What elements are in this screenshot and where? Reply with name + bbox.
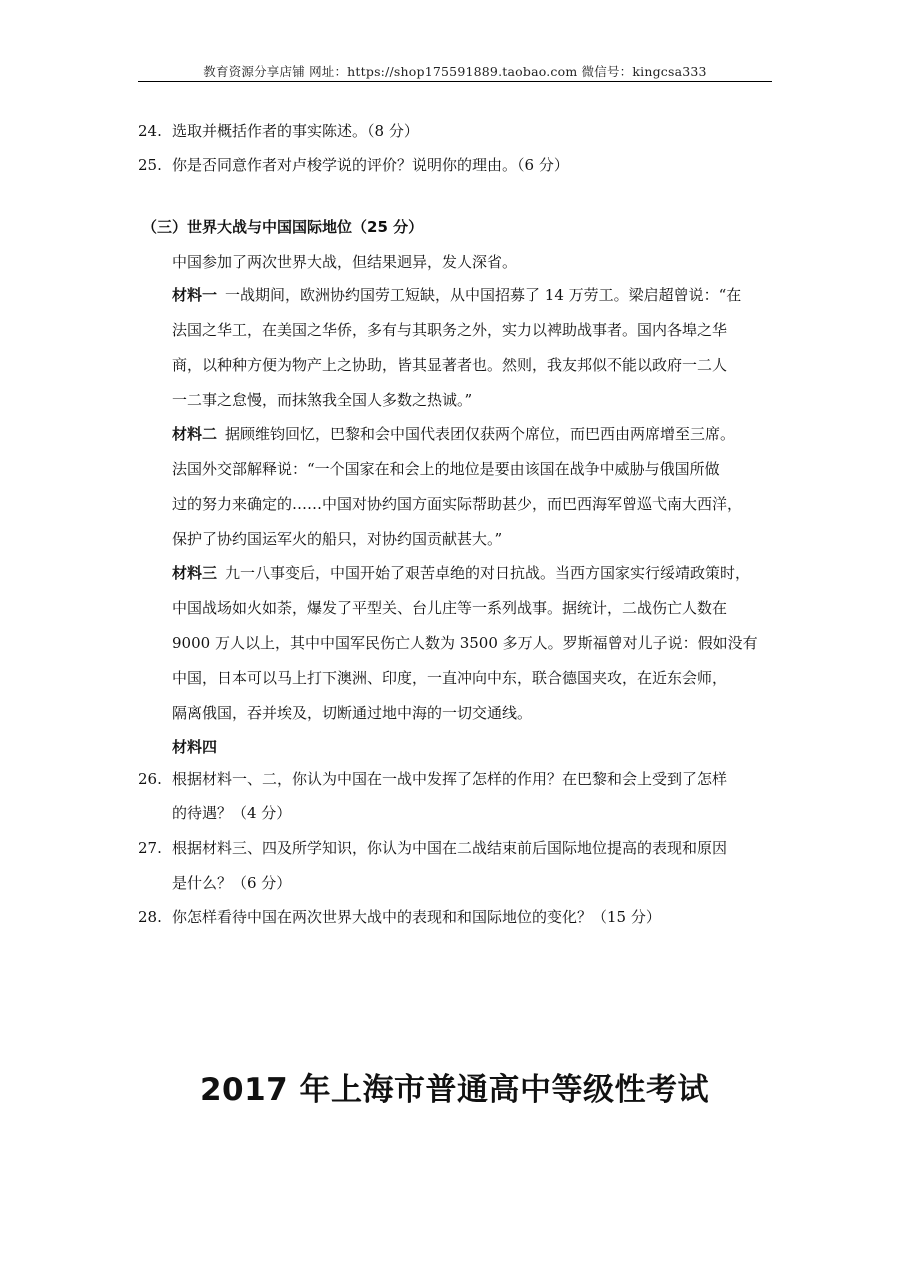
- header-divider: [138, 81, 772, 82]
- material-2-line: 法国外交部解释说：“一个国家在和会上的地位是要由该国在战争中威胁与俄国所做: [172, 460, 720, 478]
- material-3-text: 九一八事变后，中国开始了艰苦卓绝的对日抗战。当西方国家实行绥靖政策时，: [225, 564, 751, 582]
- section-intro: 中国参加了两次世界大战，但结果迥异，发人深省。: [172, 253, 518, 271]
- question-number: 25.: [138, 156, 162, 174]
- question-text: 根据材料一、二，你认为中国在一战中发挥了怎样的作用？在巴黎和会上受到了怎样: [172, 770, 728, 788]
- material-2-line: 过的努力来确定的……中国对协约国方面实际帮助甚少，而巴西海军曾巡弋南大西洋，: [172, 495, 743, 513]
- material-1-line: [172, 285, 741, 305]
- material-4-label: 材料四: [172, 738, 218, 756]
- exam-title: 2017 年上海市普通高中等级性考试: [199, 1072, 710, 1108]
- material-2-line: 保护了协约国运军火的船只，对协约国贡献甚大。”: [172, 530, 503, 548]
- material-3-line: 隔离俄国，吞并埃及，切断通过地中海的一切交通线。: [172, 704, 533, 722]
- material-1-line: 一二事之怠慢，而抹煞我全国人多数之热诚。”: [172, 391, 473, 409]
- material-2-line: [172, 424, 735, 444]
- material-2-text: 据顾维钧回忆，巴黎和会中国代表团仅获两个席位，而巴西由两席增至三席。: [225, 425, 736, 443]
- question-text: 根据材料三、四及所学知识，你认为中国在二战结束前后国际地位提高的表现和原因: [172, 839, 728, 857]
- material-1-text: 一战期间，欧洲协约国劳工短缺，从中国招募了 14 万劳工。梁启超曾说：“在: [225, 286, 742, 304]
- material-1-label: 材料一: [172, 286, 218, 304]
- question-number: 24.: [138, 122, 162, 140]
- material-4-line: [172, 737, 225, 757]
- question-26-continuation: 的待遇？（4 分）: [172, 804, 292, 822]
- question-28: [138, 907, 661, 927]
- question-text: 选取并概括作者的事实陈述。（8 分）: [172, 122, 419, 140]
- material-3-line: 9000 万人以上，其中中国军民伤亡人数为 3500 多万人。罗斯福曾对儿子说：假如没有: [172, 634, 758, 652]
- question-24: [138, 121, 419, 141]
- material-3-line: 中国战场如火如荼，爆发了平型关、台儿庄等一系列战事。据统计，二战伤亡人数在: [172, 599, 728, 617]
- question-number: 27.: [138, 839, 162, 857]
- question-25: [138, 155, 569, 175]
- section-title: （三）世界大战与中国国际地位（25 分）: [142, 218, 424, 236]
- material-1-line: 法国之华工，在美国之华侨，多有与其职务之外，实力以裨助战事者。国内各埠之华: [172, 321, 728, 339]
- question-text: 你是否同意作者对卢梭学说的评价？说明你的理由。（6 分）: [172, 156, 569, 174]
- material-2-label: 材料二: [172, 425, 218, 443]
- material-3-line: 中国，日本可以马上打下澳洲、印度，一直冲向中东，联合德国夹攻，在近东会师，: [172, 669, 728, 687]
- question-number: 28.: [138, 908, 162, 926]
- question-27-continuation: 是什么？（6 分）: [172, 874, 292, 892]
- material-1-line: 商，以种种方便为物产上之协助，皆其显著者也。然则，我友邦似不能以政府一二人: [172, 356, 728, 374]
- material-3-label: 材料三: [172, 564, 218, 582]
- question-text: 你怎样看待中国在两次世界大战中的表现和和国际地位的变化？（15 分）: [172, 908, 661, 926]
- question-number: 26.: [138, 770, 162, 788]
- question-26: [138, 769, 727, 789]
- material-3-line: [172, 563, 750, 583]
- page-header: 教育资源分享店铺 网址：https://shop175591889.taobao.com 微信号：kingcsa333: [203, 64, 707, 79]
- question-27: [138, 838, 727, 858]
